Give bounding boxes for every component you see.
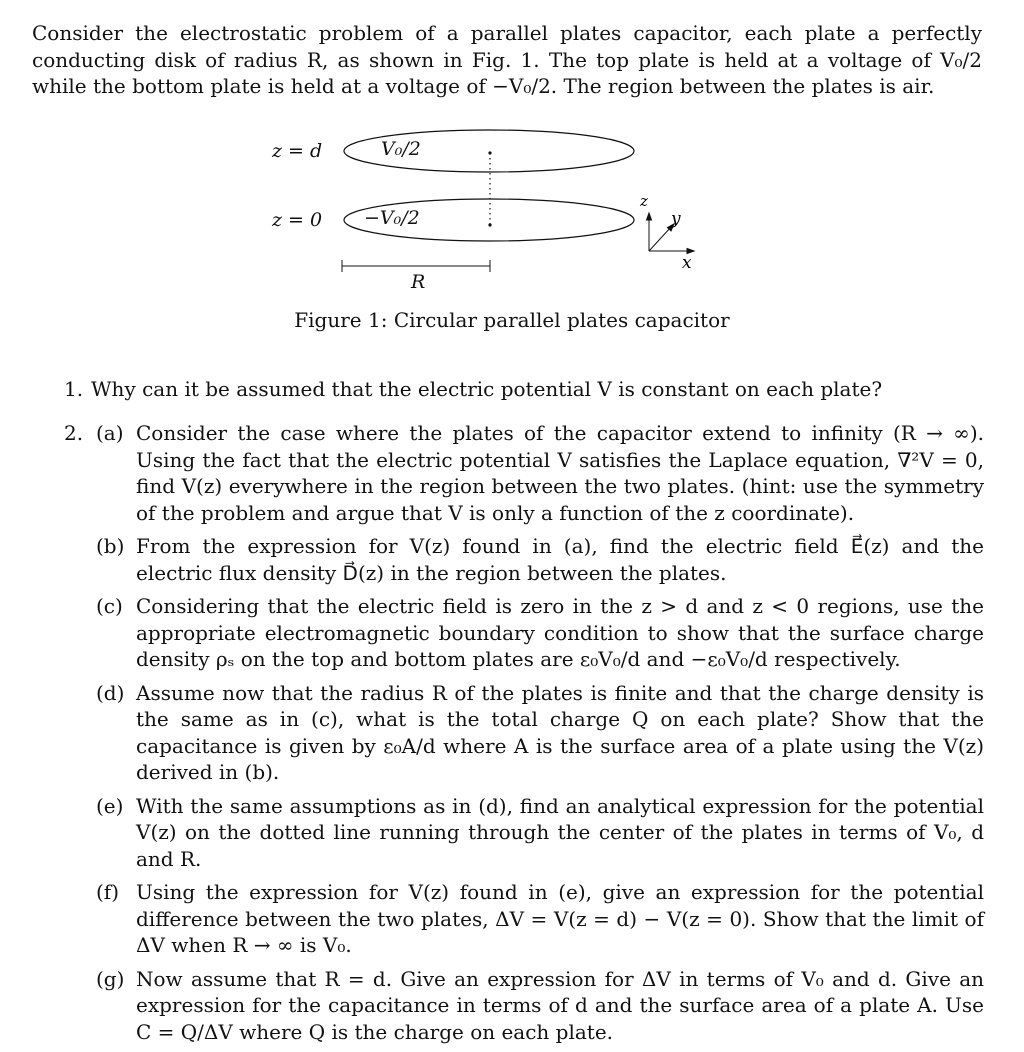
part-text: Using the expression for V(z) found in (e), give an expression for the potential difference between the two plates, ΔV = V(z = d) − V(z = 0). Show that the limit of ΔV when R → ∞ is V₀. xyxy=(136,880,984,957)
z-top-label: z = d xyxy=(272,140,323,162)
part-a xyxy=(64,420,984,526)
part-letter: (e) xyxy=(96,793,124,818)
intro-paragraph: Consider the electrostatic problem of a parallel plates capacitor, each plate a perfectly conducting disk of radius R, as shown in Fig. 1. The top plate is held at a voltage of V₀/2 while the bottom plate is held at a voltage of −V₀/2. The region between the plates is air. xyxy=(32,21,982,98)
question-1-number: 1. xyxy=(64,377,84,401)
question-2 xyxy=(64,420,984,1052)
part-text: Consider the case where the plates of the capacitor extend to infinity (R → ∞). Using the fact that the electric potential V satisfies the Laplace equation, ∇²V = 0, find V(z) everywhere in the region between the two plates. (hint: use the symmetry of the problem and argue that V is only a function of the z coordinate). xyxy=(136,421,984,525)
part-letter: (g) xyxy=(96,966,125,991)
radius-label: R xyxy=(411,271,426,293)
axis-y-label: y xyxy=(671,209,681,229)
axis-x-label: x xyxy=(682,253,692,273)
axis-z-label: z xyxy=(640,192,648,210)
part-letter: (c) xyxy=(96,594,123,618)
bottom-plate-voltage: −V₀/2 xyxy=(364,207,420,229)
dotted-line-bottom-point xyxy=(488,223,491,226)
part-letter: (a) xyxy=(96,421,124,445)
capacitor-diagram xyxy=(0,120,1024,310)
part-b xyxy=(64,533,984,586)
part-text: Assume now that the radius R of the plates is finite and that the charge density is the same as in (c), what is the total charge Q on each plate? Show that the capacitance is given by ε₀A/d where A is the surface area of a plate using the V(z) derived in (b). xyxy=(136,680,984,784)
top-plate-voltage: V₀/2 xyxy=(381,138,421,160)
part-text: Now assume that R = d. Give an expression for ΔV in terms of V₀ and d. Give an expression for the capacitance in terms of d and the surface area of a plate A. Use C = Q/ΔV where Q is the charge on each plate. xyxy=(136,966,984,1044)
part-f xyxy=(64,879,984,959)
question-1-text: Why can it be assumed that the electric potential V is constant on each plate? xyxy=(91,377,883,401)
part-text: With the same assumptions as in (d), find an analytical expression for the potential V(z) on the dotted line running through the center of the plates in terms of V₀, d and R. xyxy=(136,793,984,871)
part-c xyxy=(64,593,984,673)
part-letter: (b) xyxy=(96,534,125,558)
figure-caption: Figure 1: Circular parallel plates capacitor xyxy=(294,308,730,332)
z-bottom-label: z = 0 xyxy=(272,209,323,231)
question-2-number: 2. xyxy=(64,421,84,445)
part-letter: (d) xyxy=(96,680,125,705)
dotted-line-top-point xyxy=(488,151,491,154)
part-e xyxy=(64,793,984,873)
part-d xyxy=(64,680,984,786)
part-text: Considering that the electric field is zero in the z > d and z < 0 regions, use the appropriate electromagnetic boundary condition to show that the surface charge density ρₛ on the top and bottom plates are ε₀V₀/d and −ε₀V₀/d respectively. xyxy=(136,594,984,671)
part-text: From the expression for V(z) found in (a), find the electric field E⃗(z) and the electric flux density D⃗(z) in the region between the plates. xyxy=(136,534,984,585)
part-letter: (f) xyxy=(96,880,120,904)
part-g xyxy=(64,966,984,1046)
